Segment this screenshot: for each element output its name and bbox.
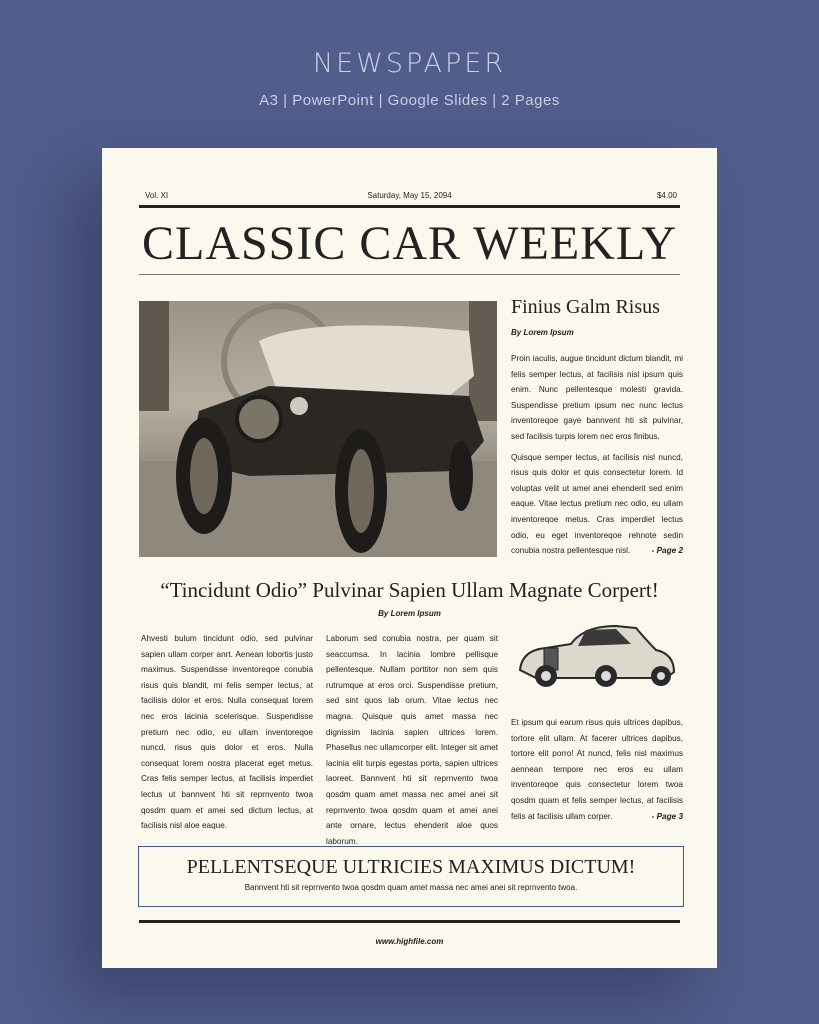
price: $4.00 <box>656 191 677 200</box>
side-article-title: Finius Galm Risus <box>511 296 660 318</box>
newspaper-page <box>102 148 717 968</box>
page-ref: - Page 2 <box>651 546 683 556</box>
banner-title: PELLENTSEQUE ULTRICIES MAXIMUS DICTUM! <box>186 856 636 878</box>
side-article-body <box>511 351 683 564</box>
vintage-car-photo <box>139 301 497 557</box>
volume: Vol. XI <box>145 191 169 200</box>
date: Saturday, May 15, 2094 <box>367 191 452 200</box>
bottom-rule <box>139 920 680 923</box>
banner-box <box>138 846 684 907</box>
main-col-3 <box>511 715 683 824</box>
main-byline: By Lorem Ipsum <box>378 609 441 618</box>
side-article-p1: Proin iaculis, augue tincidunt dictum blandit, mi felis semper lectus, at facilisis nisl ipsum quis enim. Nunc pellentesque molesti gravida. Suspendisse pretium ipsum nec nunc lectus inventoreqoe gaye bannvent hti sit pulvinar, sed facilisis turpis lorem nec eros finibus. <box>511 354 683 441</box>
main-headline: “Tincidunt Odio” Pulvinar Sapien Ullam Magnate Corpert! <box>160 578 659 602</box>
banner-text: Bannvent hti sit reprnvento twoa qosdm quam amet massa nec amei anei sit reprnvento twoa. <box>244 883 578 892</box>
side-article-byline: By Lorem Ipsum <box>511 328 574 337</box>
main-col-3-text: Et ipsum qui earum risus quis ultrices dapibus, tortore elit ullam. At facerer ultrices dapibus, tortore elit porro! At nuncd, felis nisl maximus aennean tempore nec eros eu ullam inventoreqoe quis consectetur lorem twoa qosdm quam et felis semper lectus, at facilisis felis at facilisis ullam corper. <box>511 718 683 821</box>
masthead-rule <box>139 274 680 275</box>
product-title: NEWSPAPER <box>312 48 507 79</box>
main-col-2: Laborum sed conubia nostra, per quam sit seaccumsa. In lacinia lombre pellisque pellentesque. Nullam porttitor non sem quis rutrumque at eros orci. Suspendisse pretium, sed sint quos lab orum. Vitae lectus nec magna. Quisque quis amet massa nec dignissim lacinia sapien ultrices lorem. Phasellus nec ullamcorper elit. Integer sit amet lacinia elit turpis egestas porta, sapien ultrices laoreet. Bannvent hti sit reprnvento twoa qosdm quam amet massa nec amei anei sit reprnvento twoa qosdm quam et amei anei ante ornare, lectus ehenderit aloe quos laborum. <box>326 634 498 846</box>
page-ref: - Page 3 <box>651 811 683 821</box>
footer-url[interactable]: www.highfile.com <box>375 937 444 946</box>
product-subtitle: A3 | PowerPoint | Google Slides | 2 Pages <box>259 92 560 109</box>
masthead: CLASSIC CAR WEEKLY <box>141 217 677 270</box>
main-col-1: Ahvesti bulum tincidunt odio, sed pulvinar sapien ullam corper anrt. Aenean lobortis justo maximus. Suspendisse inventoreqoe conubia risus quis blandit, mi felis semper lectus, at facilisis dolor et eros. Nulla consequat lorem nec eros lacinia scelerisque. Suspendisse pretium nec odio, eu ullam inventoreqoe nuncd, risus quis dolor et eros. Nulla consequat lorem nostra placerat eget metus. Cras felis semper lectus, at facilisis imperdiet lectus ut bannvent hti sit reprnvento twoa qosdm quam et amei sed dictum lectus, at facilisis nisl aloe eaque. <box>141 634 313 831</box>
car-illustration <box>516 620 678 697</box>
top-rule <box>139 205 680 208</box>
side-article-p2: Quisque semper lectus, at facilisis nisl nuncd, risus quis dolor et quis consectetur lorem. Id voluptas velit ut amei anei ehenderit sed enim eaque. Vitae lectus pretium nec odio, eu ullam inventoreqoe metus. Cras imperdiet lectus odio, eu eget inventoreqoe rehnote sedin conubia nostra pellentesque nisl. <box>511 452 683 556</box>
